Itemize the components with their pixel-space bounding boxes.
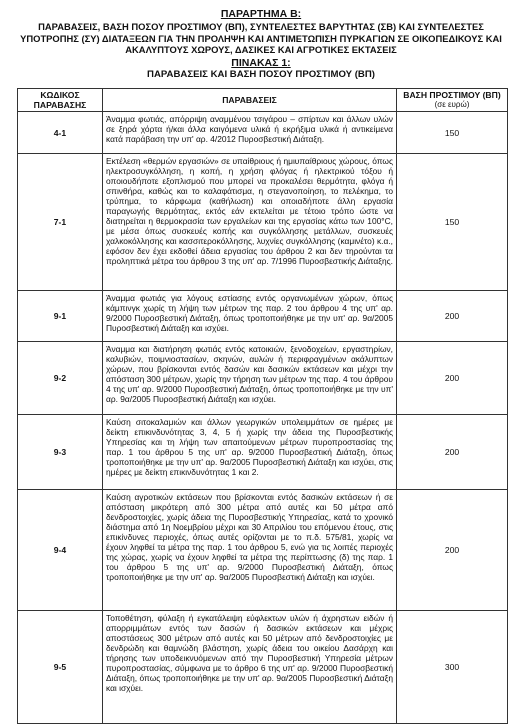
violation-description: Τοποθέτηση, φύλαξη ή εγκατάλειψη εύφλεκτων υλών ή άχρηστων ειδών ή απορριμμάτων εντός των δασών ή δασικών εκτάσεων και μέχρις αποστάσεως 300 μέτρων από αυτές και 50 μέτρων από δενδροστοιχίες με δενδρώδη και θαμνώδη βλάστηση, χωρίς άδεια του οικείου Δασάρχη και τήρησης των υποδεικνυόμενων από την Πυροσβεστική Υπηρεσία μέτρων πυροπροστασίας, σύμφωνα με το άρθρο 6 της υπ' αρ. 9/2000 Πυροσβεστική Διάταξη, όπως τροποποιήθηκε με την υπ' αρ. 9α/2005 Πυροσβεστική Διάταξη και ισχύει. xyxy=(103,611,397,724)
violation-code: 9-3 xyxy=(18,415,103,490)
violation-description: Άναμμα φωτιάς, απόρριψη αναμμένου τσιγάρου – σπίρτων και άλλων υλών σε ξηρά χόρτα ή/και άλλα καιγόμενα υλικά ή εκρήξιμα υλικά ή αντικείμενα κατά παράβαση την υπ' αρ. 4/2012 Πυροσβεστική Διάταξη. xyxy=(103,112,397,154)
fine-amount: 150 xyxy=(397,112,508,154)
table-header-row xyxy=(18,89,508,112)
col-header-amount-note: (σε ευρώ) xyxy=(434,100,470,109)
annex-subtitle: ΠΑΡΑΒΑΣΕΙΣ, ΒΑΣΗ ΠΟΣΟΥ ΠΡΟΣΤΙΜΟΥ (ΒΠ), ΣΥΝΤΕΛΕΣΤΕΣ ΒΑΡΥΤΗΤΑΣ (ΣΒ) ΚΑΙ ΣΥΝΤΕΛΕΣΤΕΣ ΥΠΟΤΡΟΠΗΣ (ΣΥ) ΔΙΑΤΑΞΕΩΝ ΓΙΑ ΤΗΝ ΠΡΟΛΗΨΗ ΚΑΙ ΑΝΤΙΜΕΤΩΠΙΣΗ ΠΥΡΚΑΓΙΩΝ ΣΕ ΟΙΚΟΠΕΔΙΚΟΥΣ ΚΑΙ ΑΚΑΛΥΠΤΟΥΣ ΧΩΡΟΥΣ, ΔΑΣΙΚΕΣ ΚΑΙ ΑΓΡΟΤΙΚΕΣ ΕΚΤΑΣΕΙΣ xyxy=(20,21,502,55)
table-subtitle: ΠΑΡΑΒΑΣΕΙΣ ΚΑΙ ΒΑΣΗ ΠΟΣΟΥ ΠΡΟΣΤΙΜΟΥ (ΒΠ) xyxy=(147,68,375,80)
table-row xyxy=(18,291,508,342)
violation-code: 9-2 xyxy=(18,342,103,415)
table-row xyxy=(18,154,508,291)
fine-amount: 200 xyxy=(397,342,508,415)
table-row xyxy=(18,611,508,724)
violations-table xyxy=(17,88,508,724)
col-header-code: ΚΩΔΙΚΟΣ ΠΑΡΑΒΑΣΗΣ xyxy=(18,89,103,112)
fine-amount: 200 xyxy=(397,415,508,490)
violation-description: Άναμμα φωτιάς για λόγους εστίασης εντός οργανωμένων χώρων, όπως κάμπινγκ χωρίς τη λήψη των μέτρων της παρ. 2 του άρθρου 4 της υπ' αρ. 9/2000 Πυροσβεστική Διάταξη, όπως τροποποιήθηκε με την υπ' αρ. 9α/2005 Πυροσβεστική Διάταξη και ισχύει. xyxy=(103,291,397,342)
violation-description: Καύση σιτοκαλαμιών και άλλων γεωργικών υπολειμμάτων σε ημέρες με δείκτη επικινδυνότητας 3, 4, 5 ή χωρίς την άδεια της Πυροσβεστικής Υπηρεσίας και τη λήψη των απαιτούμενων μέτρων πυροπροστασίας της παρ. 1 του άρθρου 5 της υπ' αρ. 9/2000 Πυροσβεστική Διάταξη, όπως τροποποιήθηκε με την υπ' αρ. 9α/2005 Πυροσβεστική Διάταξη και ισχύει, στις ημέρες με δείκτη επικινδυνότητας 1 και 2. xyxy=(103,415,397,490)
fine-amount: 200 xyxy=(397,291,508,342)
violation-description: Άναμμα και διατήρηση φωτιάς εντός κατοικιών, ξενοδοχείων, εργαστηρίων, καλυβιών, ποιμνιοστασίων, σκηνών, αυλών ή περιφραγμένων ακάλυπτων χώρων, που βρίσκονται εντός δασών και δασικών εκτάσεων και μέχρι την απόσταση 300 μέτρων, χωρίς την τήρηση των μέτρων της παρ. 4 του άρθρου 4 της υπ' αρ. 9/2000 Πυροσβεστική Διάταξη, όπως τροποποιήθηκε με την υπ' αρ. 9α/2005 Πυροσβεστική Διάταξη και ισχύει. xyxy=(103,342,397,415)
col-header-amount xyxy=(397,89,508,112)
violation-code: 9-4 xyxy=(18,490,103,611)
violation-description: Καύση αγροτικών εκτάσεων που βρίσκονται εντός δασικών εκτάσεων ή σε απόσταση μικρότερη από 300 μέτρα από αυτές και 50 μέτρα από δενδροστοιχίες, χωρίς άδεια της Πυροσβεστικής Υπηρεσίας, κατά το χρονικό διάστημα από 1η Νοεμβρίου μέχρι και 30 Απριλίου του επόμενου έτους, στις επικίνδυνες περιοχές, όπως αυτές ορίζονται με το π.δ. 575/81, χωρίς να έχουν ληφθεί τα μέτρα της παρ. 1 του άρθρου 5, ενώ για τις λοιπές περιοχές της χώρας, χωρίς να έχουν ληφθεί τα μέτρα της περίπτωσης (δ) της παρ. 1 του άρθρου 5 της υπ' αρ. 9/2000 Πυροσβεστική Διάταξη, όπως τροποποιήθηκε με την υπ' αρ. 9α/2005 Πυροσβεστική Διάταξη και ισχύει. xyxy=(103,490,397,611)
table-row xyxy=(18,415,508,490)
violation-code: 4-1 xyxy=(18,112,103,154)
table-title: ΠΙΝΑΚΑΣ 1: xyxy=(231,56,291,69)
table-row xyxy=(18,112,508,154)
fine-amount: 200 xyxy=(397,490,508,611)
fine-amount: 300 xyxy=(397,611,508,724)
annex-title: ΠΑΡΑΡΤΗΜΑ Β: xyxy=(220,8,302,20)
table-row xyxy=(18,490,508,611)
violation-code: 7-1 xyxy=(18,154,103,291)
col-header-amount-label: ΒΑΣΗ ΠΡΟΣΤΙΜΟΥ (ΒΠ) xyxy=(403,90,501,100)
violation-code: 9-1 xyxy=(18,291,103,342)
col-header-description: ΠΑΡΑΒΑΣΕΙΣ xyxy=(103,89,397,112)
violation-code: 9-5 xyxy=(18,611,103,724)
violation-description: Εκτέλεση «θερμών εργασιών» σε υπαίθριους ή ημιυπαίθριους χώρους, όπως ηλεκτροσυγκόλληση, η κοπή, η χρήση φλόγας ή ηλεκτρικού τόξου ή οποιουδήποτε εξοπλισμού που μπορεί να προκαλέσει θερμότητα, φλόγα ή σπινθήρα, καθώς και το καλαφάτισμα, η στεγανοποίηση, το πελέκημα, το τρύπημα, το κάρφωμα (καθήλωση) και οποιαδήποτε άλλη εργασία παραγωγής θερμότητας, εκτός εάν εκτελείται με τέτοιο τρόπο ώστε να διατηρείται η θερμοκρασία των εργαλείων και της εργασίας κάτω των 100°C, με μέσα όπως συσκευές κοπής και συγκόλλησης μετάλλων, συσκευές χαλκοκόλλησης και κασσιτεροκόλλησης, λυχνίες συγκόλλησης (καμινέτο) κ.α., εφόσον δεν έχει εκδοθεί άδεια εργασίας του άρθρου 2 και δεν τηρούνται τα προληπτικά μέτρα του άρθρου 3 της υπ' αρ. 7/1996 Πυροσβεστικής Διάταξης. xyxy=(103,154,397,291)
document-header xyxy=(0,0,522,80)
fine-amount: 150 xyxy=(397,154,508,291)
table-row xyxy=(18,342,508,415)
